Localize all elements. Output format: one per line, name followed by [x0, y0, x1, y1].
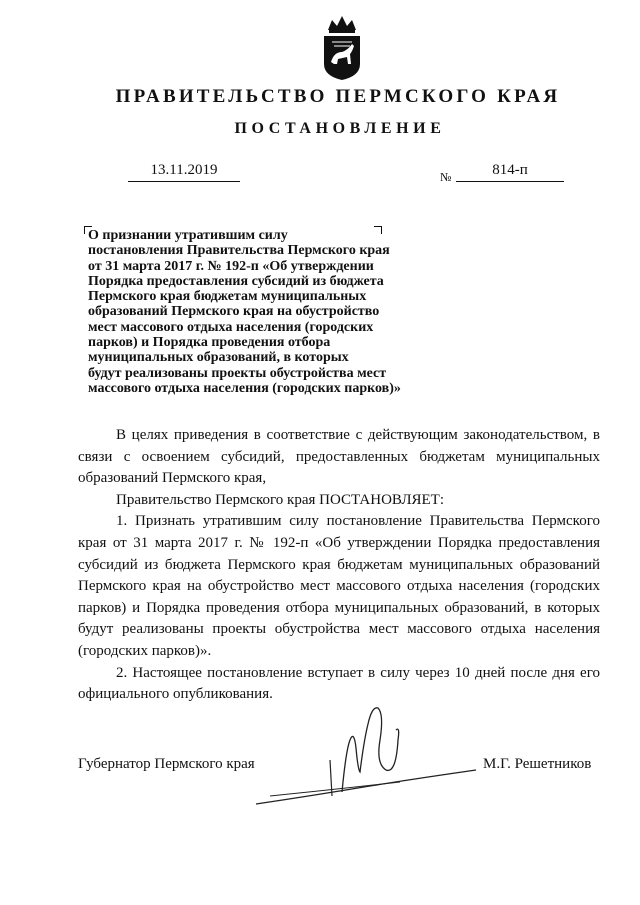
perm-coat-of-arms-icon: [318, 14, 366, 82]
document-body: [78, 425, 600, 706]
document-type: ПОСТАНОВЛЕНИЕ: [234, 120, 446, 137]
document-number: 814-п: [456, 162, 564, 182]
heading-line: массового отдыха населения (городских парков)»: [88, 380, 401, 396]
item-1-paragraph: 1. Признать утратившим силу постановление Правительства Пермского края от 31 марта 2017 г. № 192-п «Об утверждении Порядка предоставления субсидий из бюджета Пермского края бюджетам муниципальных образований Пермского края на обустройство мест массового отдыха населения (городских парков) и Порядка проведения отбора муниципальных образований, в которых будут реализованы проекты обустройства мест массового отдыха населения (городских парков)».: [78, 513, 600, 659]
heading-line: постановления Правительства Пермского края: [88, 243, 390, 259]
document-heading: [88, 228, 433, 396]
heading-line: О признании утратившим силу: [88, 228, 288, 243]
decree-paragraph: Правительство Пермского края ПОСТАНОВЛЯЕТ:: [116, 491, 445, 508]
preamble-paragraph: В целях приведения в соответствие с действующим законодательством, в связи с освоением субсидий, предоставленных бюджетам муниципальных образований Пермского края,: [78, 427, 600, 487]
heading-line: муниципальных образований, в которых: [88, 350, 349, 366]
heading-line: мест массового отдыха населения (городских: [88, 319, 374, 335]
signatory-role: Губернатор Пермского края: [78, 756, 255, 772]
signatory-name: М.Г. Решетников: [483, 756, 592, 772]
number-sign: №: [440, 170, 452, 184]
item-2-paragraph: 2. Настоящее постановление вступает в силу через 10 дней после дня его официального опубликования.: [78, 664, 600, 703]
government-title: ПРАВИТЕЛЬСТВО ПЕРМСКОГО КРАЯ: [115, 86, 561, 107]
heading-line: образований Пермского края на обустройство: [88, 304, 380, 320]
handwritten-signature: [250, 700, 480, 810]
heading-line: Порядка предоставления субсидий из бюджета: [88, 273, 384, 289]
document-date: 13.11.2019: [128, 162, 240, 182]
heading-line: будут реализованы проекты обустройства мест: [88, 365, 387, 381]
heading-line: Пермского края бюджетам муниципальных: [88, 289, 367, 305]
heading-line: от 31 марта 2017 г. № 192-п «Об утверждении: [88, 258, 374, 274]
heading-line: парков) и Порядка проведения отбора: [88, 335, 331, 351]
